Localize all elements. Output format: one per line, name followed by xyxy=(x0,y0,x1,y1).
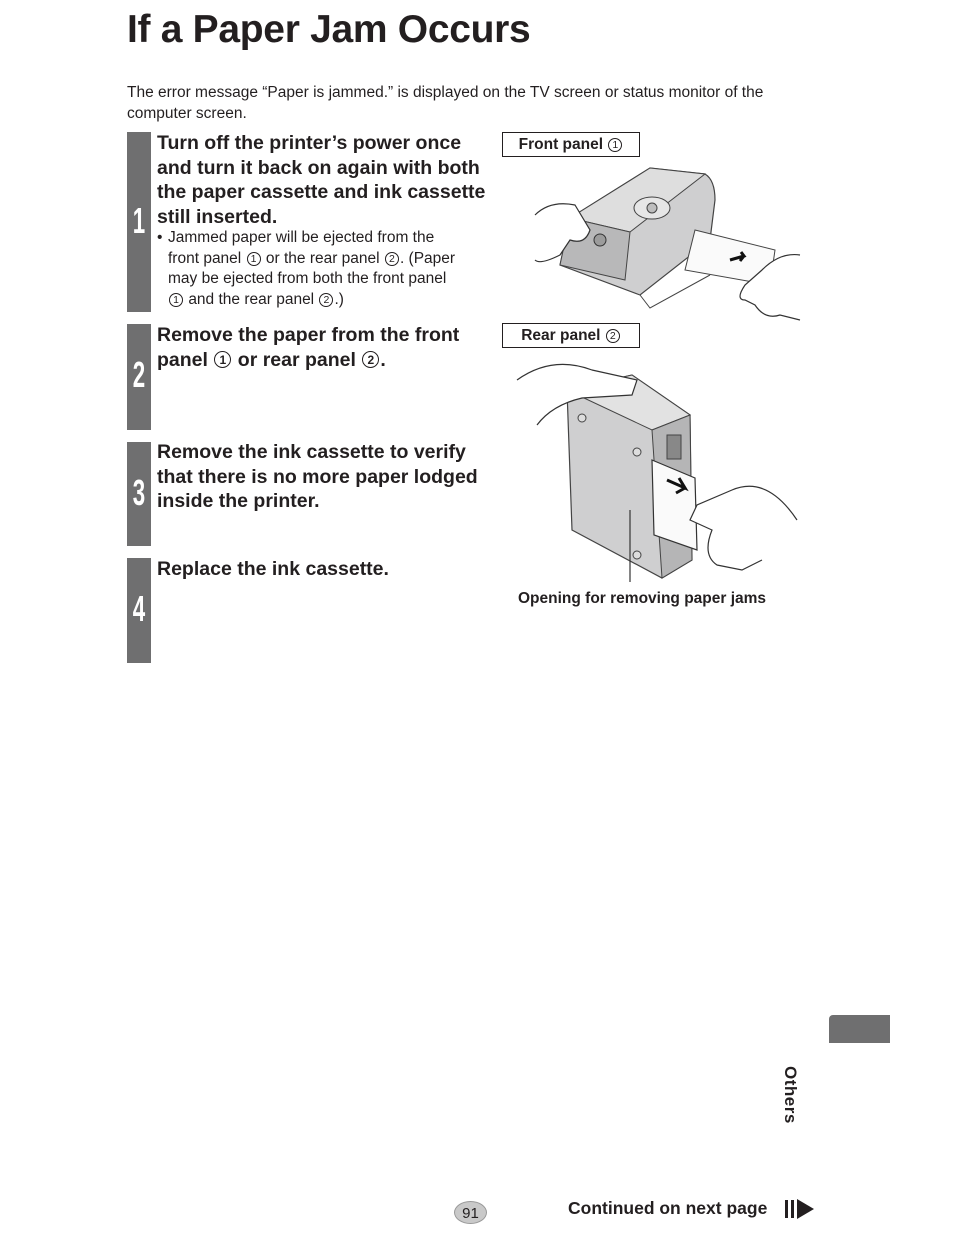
step-3-number: 3 xyxy=(132,472,146,513)
section-tab xyxy=(829,1015,890,1043)
figure-caption: Opening for removing paper jams xyxy=(518,590,767,607)
circled-number: 1 xyxy=(214,351,231,368)
next-page-arrow-icon xyxy=(784,1198,816,1220)
rear-panel-label xyxy=(502,323,640,348)
step-4-heading: Replace the ink cassette. xyxy=(157,558,389,580)
rear-panel-illustration xyxy=(512,350,802,582)
intro-text: The error message “Paper is jammed.” is displayed on the TV screen or status monitor of the computer screen. xyxy=(127,84,764,122)
step-4-number: 4 xyxy=(132,588,146,629)
continued-text: Continued on next page xyxy=(568,1198,768,1218)
note-text: Jammed paper will be ejected from the xyxy=(168,229,435,246)
circled-number: 1 xyxy=(608,138,622,152)
circled-number: 2 xyxy=(362,351,379,368)
bullet-mark: • xyxy=(157,229,163,246)
section-tab-label: Others xyxy=(781,1066,800,1124)
note-line xyxy=(157,249,487,270)
front-panel-label xyxy=(502,132,640,157)
step-2-heading xyxy=(157,323,492,372)
page-title: If a Paper Jam Occurs xyxy=(127,8,531,51)
note-line xyxy=(157,269,487,290)
note-text: . (Paper xyxy=(399,249,456,267)
circled-number: 1 xyxy=(169,293,183,307)
label-text: Front panel xyxy=(518,136,604,153)
circled-number: 2 xyxy=(606,329,620,343)
step-2-bar xyxy=(127,324,151,430)
circled-number: 2 xyxy=(319,293,333,307)
step-1-note xyxy=(157,228,487,311)
circled-number: 1 xyxy=(247,252,261,266)
step-4-bar xyxy=(127,558,151,663)
step-1-heading: Turn off the printer’s power once and turn it back on again with both the paper cassette and ink cassette still inserted. xyxy=(157,132,486,228)
heading-text: . xyxy=(380,348,386,371)
heading-text: or rear panel xyxy=(237,348,356,371)
note-text: front panel xyxy=(168,249,242,267)
heading-text: panel xyxy=(157,348,208,371)
label-text: Rear panel xyxy=(521,327,601,344)
step-3-heading: Remove the ink cassette to verify that there is no more paper lodged inside the printer. xyxy=(157,441,478,512)
circled-number: 2 xyxy=(385,252,399,266)
step-2-number: 2 xyxy=(132,354,146,395)
note-line xyxy=(157,290,487,311)
note-text: may be ejected from both the front panel xyxy=(168,270,447,288)
note-text: .) xyxy=(334,291,344,309)
step-1-number: 1 xyxy=(132,200,146,241)
note-text: or the rear panel xyxy=(265,249,380,267)
step-3-bar xyxy=(127,442,151,546)
step-1-bar xyxy=(127,132,151,312)
note-text: and the rear panel xyxy=(188,291,315,309)
page-number: 91 xyxy=(454,1201,487,1224)
front-panel-illustration xyxy=(530,160,805,325)
heading-text: Remove the paper from the front xyxy=(157,324,460,346)
